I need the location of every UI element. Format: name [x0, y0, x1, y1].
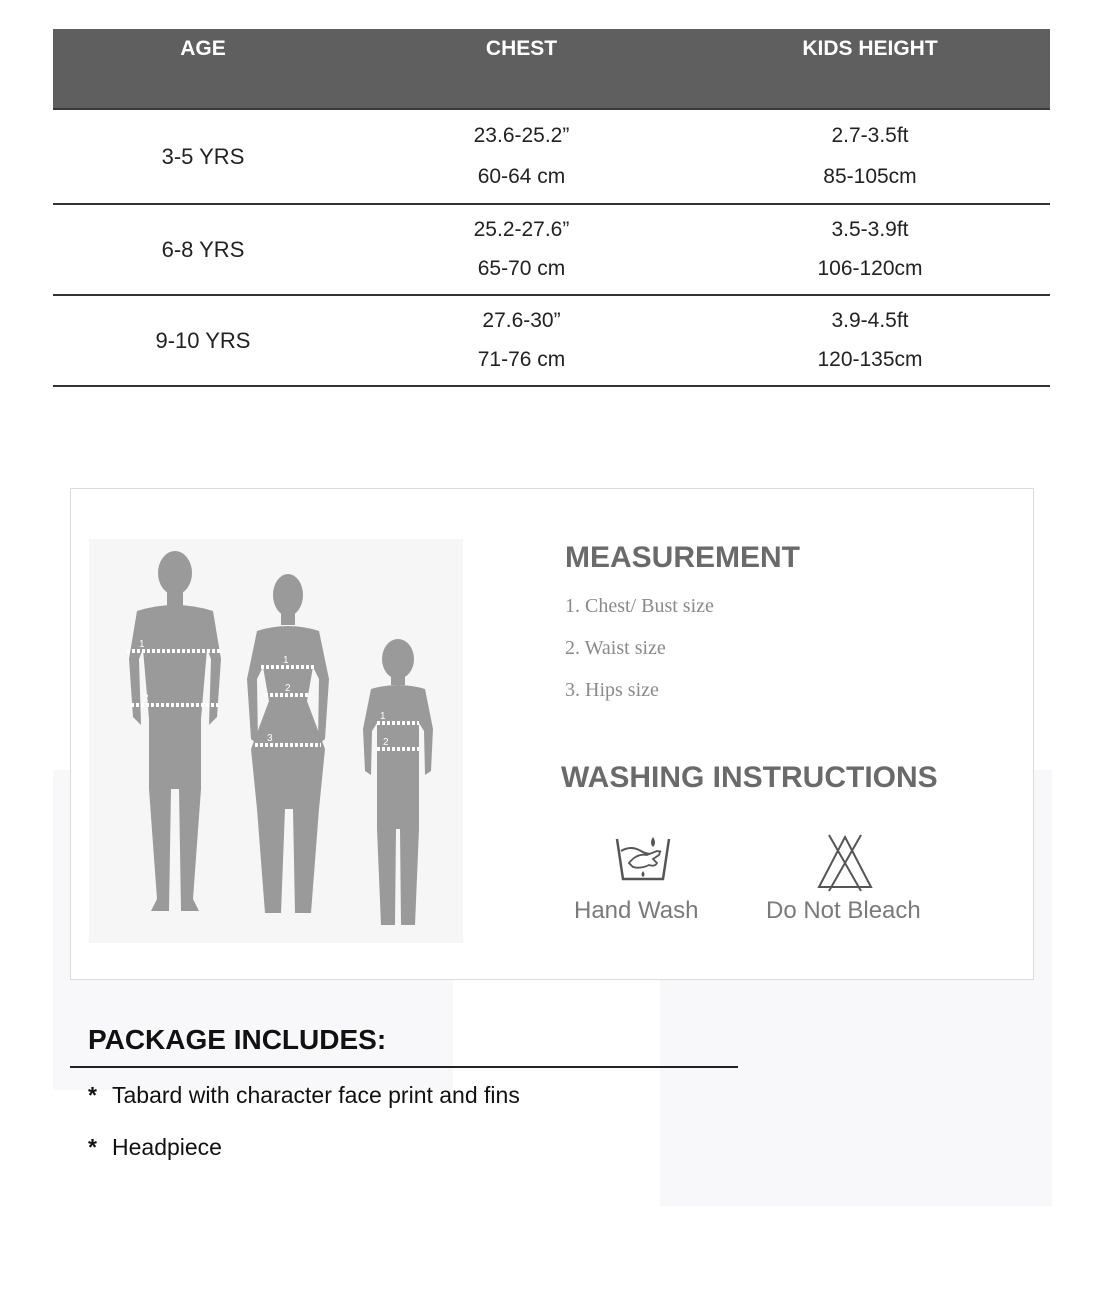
- figure-marker: 1: [380, 711, 386, 722]
- figure-marker: 2: [285, 683, 291, 694]
- package-divider: [70, 1066, 738, 1068]
- figure-marker: 3: [267, 733, 273, 744]
- chest-cell: [353, 296, 690, 385]
- package-item: [88, 1082, 520, 1109]
- height-feet: 2.7-3.5ft: [831, 124, 909, 148]
- table-row: [53, 205, 1050, 296]
- washing-instructions-title: WASHING INSTRUCTIONS: [561, 761, 938, 794]
- chest-inches: 25.2-27.6”: [473, 218, 570, 242]
- height-feet: 3.5-3.9ft: [831, 218, 909, 242]
- chest-cm: 65-70 cm: [477, 256, 566, 280]
- age-cell: 6-8 YRS: [161, 236, 245, 262]
- package-item-text: Tabard with character face print and fins: [112, 1082, 520, 1108]
- measurement-item-hips: 3. Hips size: [565, 679, 659, 701]
- header-age: AGE: [180, 37, 226, 60]
- table-row: [53, 296, 1050, 387]
- height-cm: 85-105cm: [823, 164, 917, 188]
- height-cm: 120-135cm: [817, 347, 923, 371]
- chest-inches: 27.6-30”: [482, 309, 561, 333]
- table-row: [53, 110, 1050, 205]
- figure-marker: 1: [139, 639, 145, 650]
- table-header-row: [53, 29, 1050, 110]
- header-kids-height: KIDS HEIGHT: [802, 37, 938, 60]
- height-cell: [690, 296, 1050, 385]
- height-cell: [690, 110, 1050, 203]
- measurement-item-chest: 1. Chest/ Bust size: [565, 595, 714, 617]
- chest-cm: 60-64 cm: [477, 164, 566, 188]
- size-chart-table: [53, 29, 1050, 387]
- bullet-star: *: [88, 1082, 97, 1108]
- chest-cm: 71-76 cm: [477, 347, 566, 371]
- chest-inches: 23.6-25.2”: [473, 124, 570, 148]
- measurement-item-waist: 2. Waist size: [565, 637, 666, 659]
- measurement-title: MEASUREMENT: [565, 541, 801, 574]
- hand-wash-icon: [613, 833, 673, 885]
- figure-marker: 2: [383, 737, 389, 748]
- bullet-star: *: [88, 1134, 97, 1160]
- header-chest: CHEST: [485, 37, 558, 60]
- height-cell: [690, 205, 1050, 294]
- hand-wash-label: Hand Wash: [574, 897, 699, 924]
- do-not-bleach-icon: [815, 833, 875, 893]
- package-includes-title: PACKAGE INCLUDES:: [88, 1024, 387, 1055]
- figure-marker: 1: [283, 655, 289, 666]
- chest-cell: [353, 205, 690, 294]
- age-cell: 9-10 YRS: [155, 327, 251, 353]
- do-not-bleach-label: Do Not Bleach: [766, 897, 921, 924]
- measurement-card: [70, 488, 1034, 980]
- chest-cell: [353, 110, 690, 203]
- body-silhouettes-illustration: [89, 539, 463, 943]
- package-item-text: Headpiece: [112, 1134, 222, 1160]
- height-cm: 106-120cm: [817, 256, 923, 280]
- height-feet: 3.9-4.5ft: [831, 309, 909, 333]
- package-item: [88, 1134, 222, 1161]
- age-cell: 3-5 YRS: [161, 143, 245, 169]
- figure-marker: 2: [143, 693, 149, 704]
